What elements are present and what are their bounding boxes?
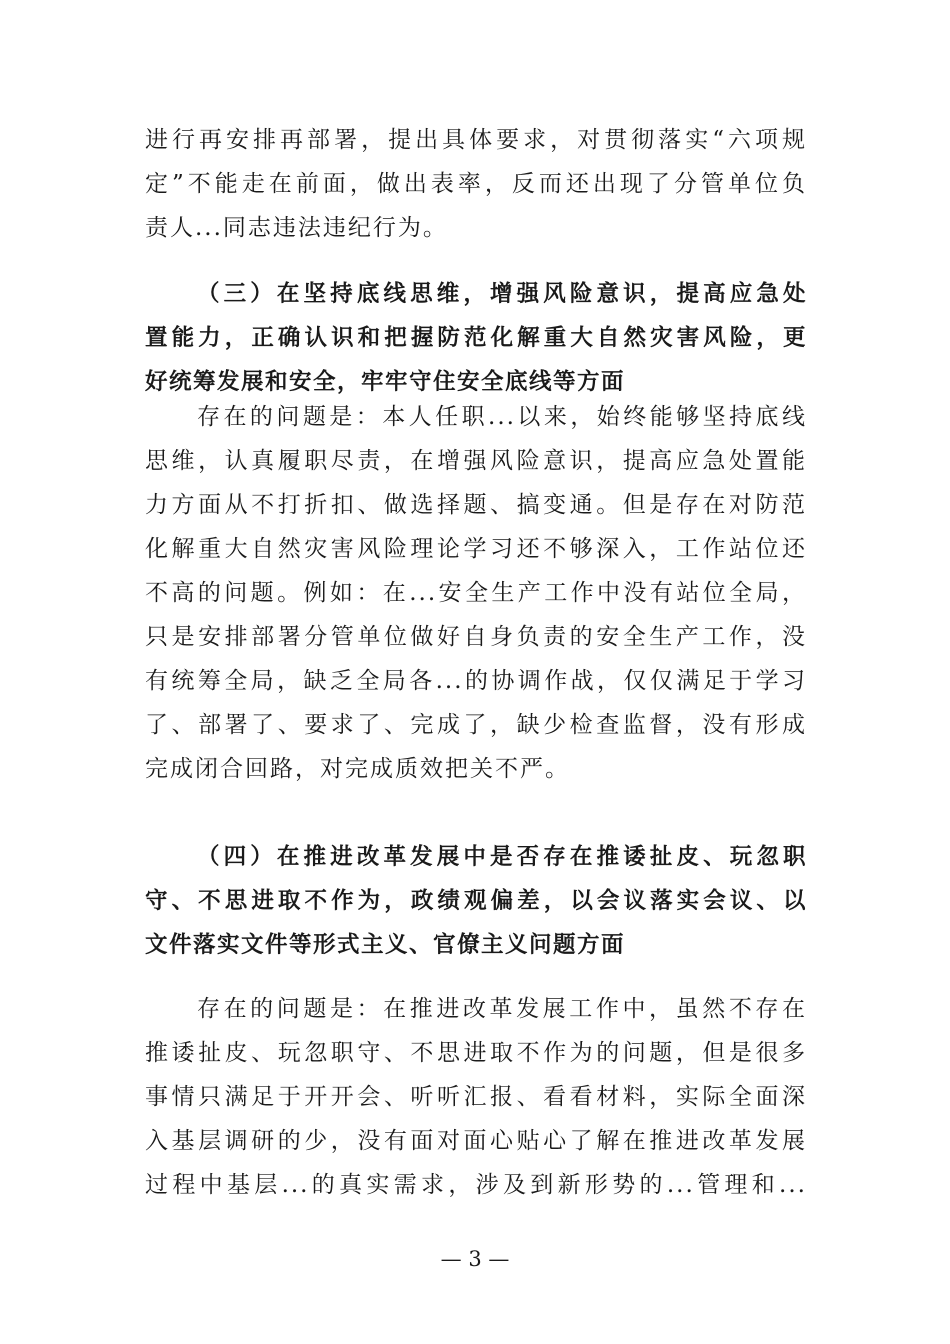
text-line: 只是安排部署分管单位做好自身负责的安全生产工作，没: [145, 624, 807, 650]
text-line: 定”不能走在前面，做出表率，反而还出现了分管单位负: [145, 171, 807, 197]
heading-line: （四）在推进改革发展中是否存在推诿扯皮、玩忽职: [197, 844, 807, 870]
section-heading-3: [145, 272, 807, 404]
text-line: 不高的问题。例如：在...安全生产工作中没有站位全局，: [145, 580, 807, 606]
text-line: 推诿扯皮、玩忽职守、不思进取不作为的问题，但是很多: [145, 1040, 807, 1066]
text-line: 化解重大自然灾害风险理论学习还不够深入，工作站位还: [145, 536, 807, 562]
text-line: 存在的问题是：本人任职...以来，始终能够坚持底线: [197, 404, 807, 430]
section-heading-4: [145, 835, 807, 967]
text-line: 思维，认真履职尽责，在增强风险意识，提高应急处置能: [145, 448, 807, 474]
text-line: 过程中基层...的真实需求，涉及到新形势的...管理和...: [145, 1172, 807, 1198]
heading-line: 文件落实文件等形式主义、官僚主义问题方面: [145, 932, 626, 958]
text-line: 存在的问题是：在推进改革发展工作中，虽然不存在: [197, 996, 807, 1022]
heading-line: 守、不思进取不作为，政绩观偏差，以会议落实会议、以: [145, 888, 807, 914]
text-line: 责人...同志违法违纪行为。: [145, 215, 448, 241]
heading-line: （三）在坚持底线思维，增强风险意识，提高应急处: [197, 281, 807, 307]
paragraph-section-3: [145, 395, 807, 791]
heading-line: 置能力，正确认识和把握防范化解重大自然灾害风险，更: [145, 325, 807, 351]
text-line: 了、部署了、要求了、完成了，缺少检查监督，没有形成: [145, 712, 807, 738]
text-line: 完成闭合回路，对完成质效把关不严。: [145, 756, 570, 782]
text-line: 有统筹全局，缺乏全局各...的协调作战，仅仅满足于学习: [145, 668, 807, 694]
heading-line: 好统筹发展和安全，牢牢守住安全底线等方面: [145, 369, 626, 395]
text-line: 力方面从不打折扣、做选择题、搞变通。但是存在对防范: [145, 492, 807, 518]
page-number: — 3 —: [440, 1247, 510, 1271]
text-line: 入基层调研的少，没有面对面心贴心了解在推进改革发展: [145, 1128, 807, 1154]
paragraph-section-4: [145, 987, 807, 1207]
paragraph-continuation: [145, 118, 807, 250]
text-line: 事情只满足于开开会、听听汇报、看看材料，实际全面深: [145, 1084, 807, 1110]
text-line: 进行再安排再部署，提出具体要求，对贯彻落实“六项规: [145, 127, 807, 153]
